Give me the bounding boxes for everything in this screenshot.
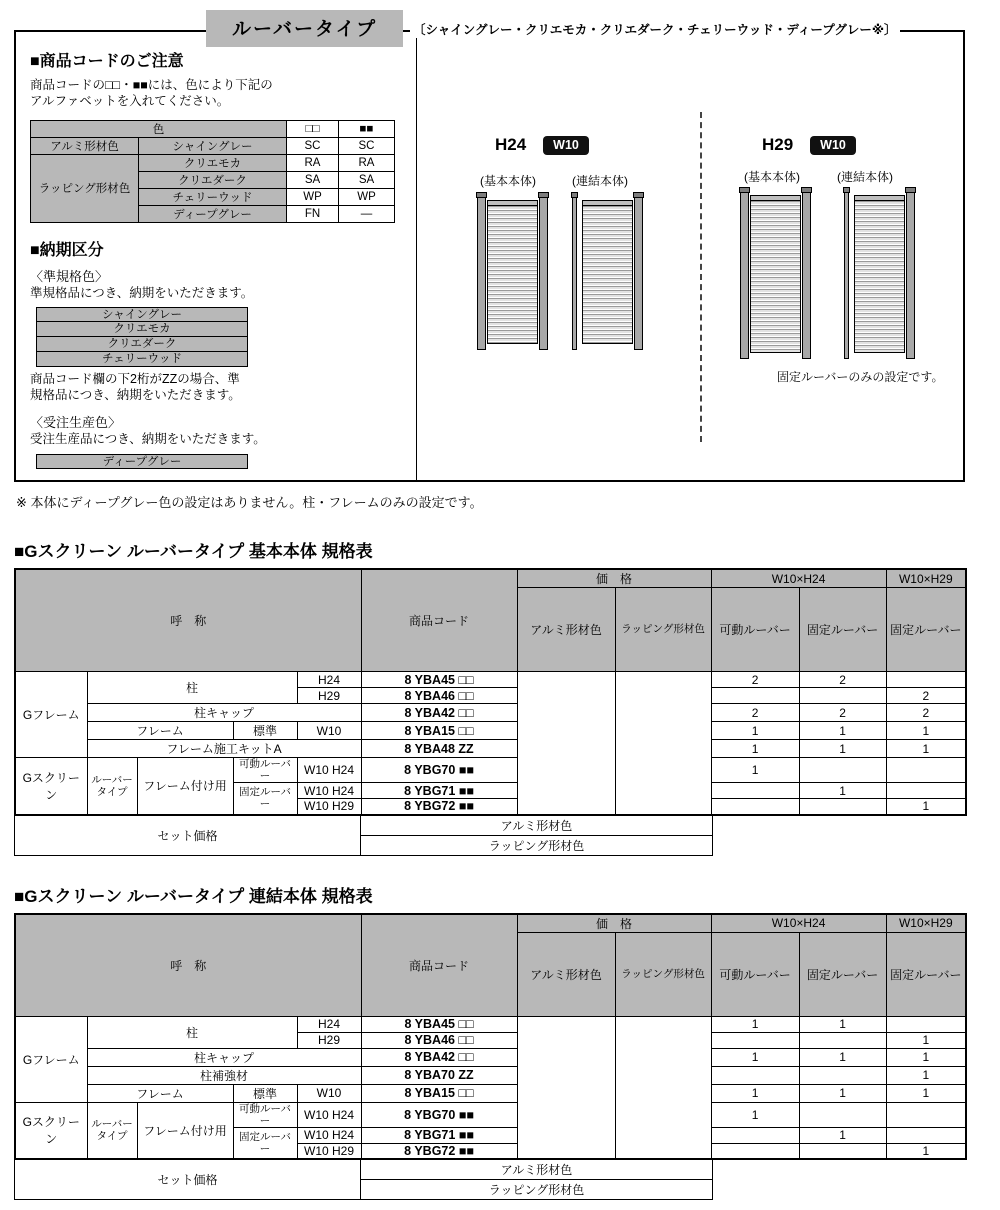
th-size-w10h29: W10×H29 — [886, 914, 966, 933]
cell-code: 8 YBA46 □□ — [361, 1032, 517, 1048]
set-price-label: セット価格 — [15, 816, 361, 856]
color-code-cell: RA — [339, 154, 395, 171]
set-price-label: セット価格 — [15, 1160, 361, 1200]
th-price: 価 格 — [517, 914, 711, 933]
width-badge-h29: W10 — [810, 136, 856, 155]
cell-qty-fixed-h29: 2 — [886, 688, 966, 704]
cell-code: 8 YBA15 □□ — [361, 722, 517, 740]
cell-qty-fixed: 1 — [799, 1016, 886, 1032]
cell-qty-movable — [711, 1066, 799, 1084]
cell-group: Gスクリーン — [15, 758, 87, 815]
th-code: 商品コード — [361, 914, 517, 1017]
cell-price-alumi — [517, 672, 615, 815]
cell-name: 可動ルーバー — [233, 1102, 297, 1127]
cell-qty-movable — [711, 1127, 799, 1143]
cell-qty-fixed — [799, 1143, 886, 1159]
color-code-cell: SC — [339, 137, 395, 154]
color-table-header-open-squares: □□ — [287, 120, 339, 137]
cell-qty-movable: 1 — [711, 758, 799, 783]
set-price-alumi: アルミ形材色 — [361, 816, 713, 836]
zz-note-line1: 商品コード欄の下2桁がZZの場合、準 — [30, 371, 240, 386]
cell-sub: W10 — [297, 1084, 361, 1102]
cell-code: 8 YBA70 ZZ — [361, 1066, 517, 1084]
cell-code: 8 YBA45 □□ — [361, 672, 517, 688]
color-list-item: クリエダーク — [36, 337, 248, 352]
color-code-cell: RA — [287, 154, 339, 171]
cell-code: 8 YBA46 □□ — [361, 688, 517, 704]
cell-qty-fixed — [799, 688, 886, 704]
cell-name: フレーム施工キットA — [87, 740, 361, 758]
cell-group: Gフレーム — [15, 1016, 87, 1102]
cell-qty-fixed-h29: 1 — [886, 1032, 966, 1048]
cell-price-wrap — [615, 672, 711, 815]
color-list-item: シャイングレー — [36, 307, 248, 322]
color-name-cell: ディープグレー — [139, 205, 287, 222]
set-price-wrap: ラッピング形材色 — [361, 1180, 713, 1200]
cell-name: 柱 — [87, 672, 297, 704]
color-code-cell: SA — [287, 171, 339, 188]
louver-slats — [582, 200, 633, 344]
cell-qty-fixed-h29 — [886, 672, 966, 688]
cell-qty-movable — [711, 1032, 799, 1048]
semi-standard-color-list — [36, 307, 248, 367]
cell-qty-movable — [711, 1143, 799, 1159]
th-alumi: アルミ形材色 — [517, 932, 615, 1016]
color-code-table — [30, 120, 395, 223]
th-fixed-h29: 固定ルーバー — [886, 932, 966, 1016]
cell-category: ルーバータイプ — [87, 758, 137, 815]
th-code: 商品コード — [361, 569, 517, 672]
color-list-item: チェリーウッド — [36, 352, 248, 367]
color-code-cell: SC — [287, 137, 339, 154]
louver-panel-joint-h29 — [844, 187, 915, 359]
semi-standard-note: 準規格品につき、納期をいただきます。 — [30, 285, 254, 300]
width-badge-h24: W10 — [543, 136, 589, 155]
post-bar — [634, 196, 643, 350]
cell-code: 8 YBA45 □□ — [361, 1016, 517, 1032]
cell-code: 8 YBG70 ■■ — [361, 758, 517, 783]
color-group-alumi: アルミ形材色 — [31, 137, 139, 154]
deep-gray-footnote: ※ 本体にディープグレー色の設定はありません。柱・フレームのみの設定です。 — [16, 495, 483, 510]
cell-qty-movable: 1 — [711, 722, 799, 740]
cell-qty-fixed: 2 — [799, 672, 886, 688]
cell-use: フレーム付け用 — [137, 1102, 233, 1159]
color-table-header-filled-squares: ■■ — [339, 120, 395, 137]
cell-qty-fixed-h29: 1 — [886, 1084, 966, 1102]
cell-qty-fixed-h29: 1 — [886, 1143, 966, 1159]
color-list-item: クリエモカ — [36, 322, 248, 337]
cell-qty-fixed-h29: 1 — [886, 740, 966, 758]
color-group-wrap: ラッピング形材色 — [31, 154, 139, 222]
cell-sub: W10 H29 — [297, 799, 361, 815]
cell-name: フレーム — [87, 1084, 233, 1102]
louver-panel-joint-h24 — [572, 192, 643, 350]
color-code-cell: FN — [287, 205, 339, 222]
made-to-order-color-list — [36, 454, 248, 469]
cell-type: 標準 — [233, 1084, 297, 1102]
cell-code: 8 YBA42 □□ — [361, 704, 517, 722]
cell-qty-movable: 1 — [711, 1084, 799, 1102]
cell-qty-fixed-h29: 1 — [886, 1066, 966, 1084]
cell-type: 標準 — [233, 722, 297, 740]
th-wrap: ラッピング形材色 — [615, 588, 711, 672]
cell-qty-fixed — [799, 1032, 886, 1048]
cell-qty-movable: 2 — [711, 672, 799, 688]
th-alumi: アルミ形材色 — [517, 588, 615, 672]
post-bar — [572, 196, 577, 350]
cell-qty-fixed-h29: 1 — [886, 722, 966, 740]
delivery-heading: ■納期区分 — [30, 241, 104, 259]
cell-sub: W10 H24 — [297, 1102, 361, 1127]
cell-qty-fixed — [799, 758, 886, 783]
color-code-cell: WP — [287, 188, 339, 205]
louver-slats — [487, 200, 538, 344]
cell-code: 8 YBG71 ■■ — [361, 1127, 517, 1143]
cell-qty-fixed: 1 — [799, 722, 886, 740]
cell-code: 8 YBG71 ■■ — [361, 783, 517, 799]
zz-note-line2: 規格品につき、納期をいただきます。 — [30, 388, 241, 402]
cell-qty-fixed-h29 — [886, 758, 966, 783]
cell-code: 8 YBG72 ■■ — [361, 1143, 517, 1159]
louver-panel-basic-h29 — [740, 187, 811, 359]
dashed-divider — [700, 112, 702, 442]
info-box — [14, 30, 965, 482]
th-fixed: 固定ルーバー — [799, 588, 886, 672]
cell-price-alumi — [517, 1016, 615, 1159]
diagram-pane — [417, 32, 963, 480]
cell-name: フレーム — [87, 722, 233, 740]
cell-qty-fixed-h29: 1 — [886, 799, 966, 815]
cell-group: Gスクリーン — [15, 1102, 87, 1159]
spec-table-basic-title: ■Gスクリーン ルーバータイプ 基本本体 規格表 — [14, 542, 373, 561]
cell-name: 柱補強材 — [87, 1066, 361, 1084]
cell-category: ルーバータイプ — [87, 1102, 137, 1159]
post-bar — [740, 191, 749, 359]
made-to-order-note: 受注生産品につき、納期をいただきます。 — [30, 432, 266, 447]
cell-qty-fixed-h29 — [886, 783, 966, 799]
th-name: 呼 称 — [15, 569, 361, 672]
th-wrap: ラッピング形材色 — [615, 932, 711, 1016]
left-pane — [16, 32, 417, 480]
th-fixed-h29: 固定ルーバー — [886, 588, 966, 672]
post-bar — [477, 196, 486, 350]
cell-qty-movable — [711, 688, 799, 704]
set-price-strip-basic — [14, 816, 713, 856]
cell-code: 8 YBG72 ■■ — [361, 799, 517, 815]
set-price-wrap: ラッピング形材色 — [361, 835, 713, 855]
th-movable: 可動ルーバー — [711, 932, 799, 1016]
th-size-w10h24: W10×H24 — [711, 914, 886, 933]
cell-code: 8 YBA48 ZZ — [361, 740, 517, 758]
post-bar — [539, 196, 548, 350]
color-name-cell: チェリーウッド — [139, 188, 287, 205]
cell-qty-fixed: 1 — [799, 1048, 886, 1066]
cell-qty-fixed-h29 — [886, 1102, 966, 1127]
size-label-h24: H24 — [495, 135, 527, 154]
spec-table-basic — [14, 568, 967, 816]
th-movable: 可動ルーバー — [711, 588, 799, 672]
cell-code: 8 YBG70 ■■ — [361, 1102, 517, 1127]
cell-sub: W10 H24 — [297, 758, 361, 783]
cell-qty-fixed-h29 — [886, 1127, 966, 1143]
set-price-strip-joint — [14, 1160, 713, 1200]
cell-price-wrap — [615, 1016, 711, 1159]
cell-name: 可動ルーバー — [233, 758, 297, 783]
cell-group: Gフレーム — [15, 672, 87, 758]
cell-code: 8 YBA42 □□ — [361, 1048, 517, 1066]
color-table-header-color: 色 — [31, 120, 287, 137]
caption-basic-h24: (基本本体) — [480, 174, 536, 188]
cell-qty-fixed: 1 — [799, 740, 886, 758]
spec-table-joint-title: ■Gスクリーン ルーバータイプ 連結本体 規格表 — [14, 886, 373, 906]
cell-qty-fixed: 1 — [799, 1127, 886, 1143]
cell-name: 柱キャップ — [87, 1048, 361, 1066]
cell-qty-fixed — [799, 1066, 886, 1084]
caption-basic-h29: (基本本体) — [744, 170, 800, 184]
th-size-w10h29: W10×H29 — [886, 569, 966, 588]
color-name-cell: シャイングレー — [139, 137, 287, 154]
cell-qty-movable: 1 — [711, 1102, 799, 1127]
cell-qty-fixed-h29: 1 — [886, 1048, 966, 1066]
code-notice-line2: アルファベットを入れてください。 — [30, 94, 230, 109]
cell-qty-fixed: 2 — [799, 704, 886, 722]
cell-qty-fixed: 1 — [799, 1084, 886, 1102]
cell-sub: W10 — [297, 722, 361, 740]
color-code-cell: SA — [339, 171, 395, 188]
color-code-cell: — — [339, 205, 395, 222]
set-price-alumi: アルミ形材色 — [361, 1160, 713, 1180]
cell-qty-movable: 1 — [711, 740, 799, 758]
th-name: 呼 称 — [15, 914, 361, 1017]
post-bar — [844, 191, 849, 359]
top-section — [14, 10, 965, 482]
spec-table-joint — [14, 913, 967, 1161]
caption-joint-h29: (連結本体) — [837, 170, 893, 184]
page-title: ルーバータイプ — [206, 10, 403, 47]
cell-name: 柱キャップ — [87, 704, 361, 722]
cell-qty-movable — [711, 783, 799, 799]
code-notice-line1: 商品コードの□□・■■には、色により下記の — [30, 78, 273, 92]
cell-name: 固定ルーバー — [233, 1127, 297, 1159]
cell-name: 柱 — [87, 1016, 297, 1048]
cell-qty-movable: 1 — [711, 1016, 799, 1032]
fixed-louver-note: 固定ルーバーのみの設定です。 — [777, 370, 944, 384]
cell-qty-fixed — [799, 1102, 886, 1127]
cell-qty-fixed: 1 — [799, 783, 886, 799]
code-notice-heading: ■商品コードのご注意 — [30, 53, 184, 70]
cell-sub: H24 — [297, 1016, 361, 1032]
cell-qty-movable: 1 — [711, 1048, 799, 1066]
size-label-h29: H29 — [762, 135, 794, 154]
cell-sub: H29 — [297, 688, 361, 704]
cell-qty-fixed-h29 — [886, 1016, 966, 1032]
cell-use: フレーム付け用 — [137, 758, 233, 815]
cell-name: 固定ルーバー — [233, 783, 297, 815]
post-bar — [906, 191, 915, 359]
caption-joint-h24: (連結本体) — [572, 174, 628, 188]
cell-qty-fixed-h29: 2 — [886, 704, 966, 722]
cell-sub: H24 — [297, 672, 361, 688]
louver-slats — [854, 195, 905, 353]
louver-panel-basic-h24 — [477, 192, 548, 350]
cell-code: 8 YBA15 □□ — [361, 1084, 517, 1102]
th-size-w10h24: W10×H24 — [711, 569, 886, 588]
th-price: 価 格 — [517, 569, 711, 588]
louver-slats — [750, 195, 801, 353]
made-to-order-label: 〈受注生産色〉 — [30, 415, 122, 431]
cell-qty-fixed — [799, 799, 886, 815]
color-name-cell: クリエダーク — [139, 171, 287, 188]
color-name-cell: クリエモカ — [139, 154, 287, 171]
semi-standard-label: 〈準規格色〉 — [30, 268, 109, 284]
color-list-item: ディープグレー — [36, 454, 248, 469]
cell-sub: H29 — [297, 1032, 361, 1048]
cell-sub: W10 H24 — [297, 783, 361, 799]
post-bar — [802, 191, 811, 359]
cell-sub: W10 H29 — [297, 1143, 361, 1159]
cell-qty-movable — [711, 799, 799, 815]
cell-qty-movable: 2 — [711, 704, 799, 722]
color-code-cell: WP — [339, 188, 395, 205]
color-lineup-subtitle: 〔シャイングレー・クリエモカ・クリエダーク・チェリーウッド・ディープグレー※〕 — [410, 20, 900, 38]
th-fixed: 固定ルーバー — [799, 932, 886, 1016]
cell-sub: W10 H24 — [297, 1127, 361, 1143]
